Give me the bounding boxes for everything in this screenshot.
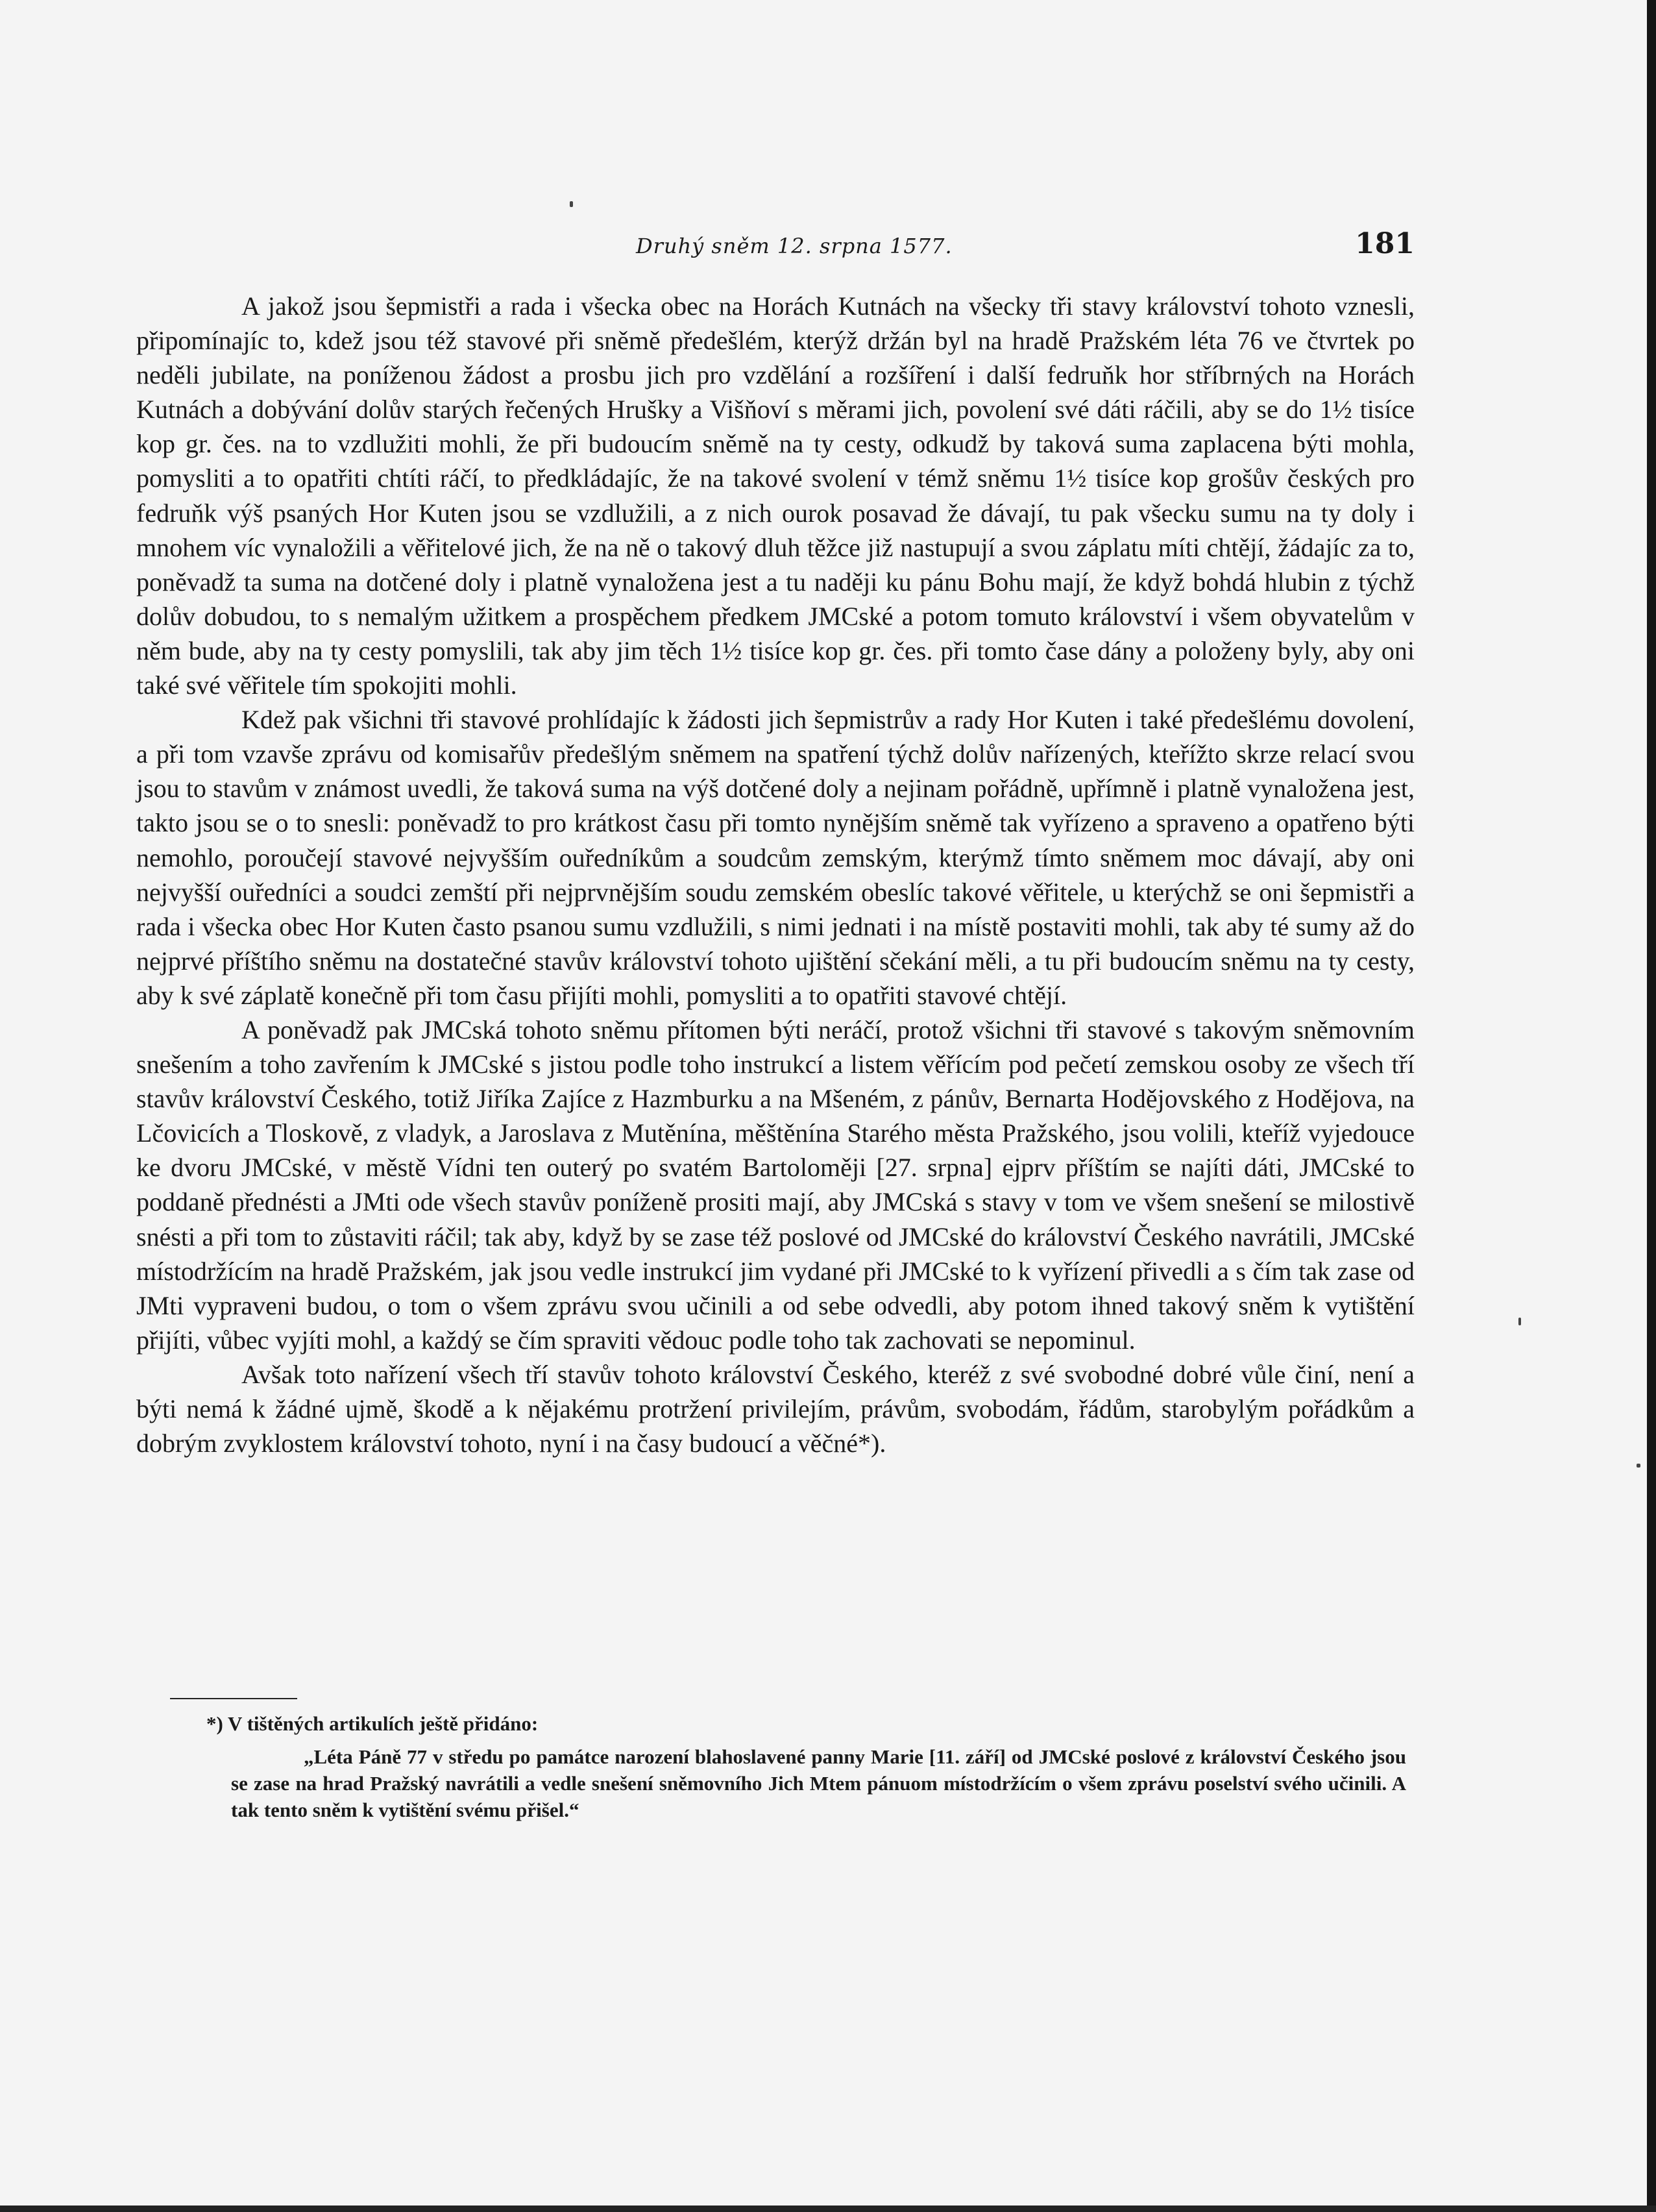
page-number: 181 — [1355, 227, 1415, 260]
scan-edge-right — [1647, 0, 1656, 2212]
paragraph: A poněvadž pak JMCská tohoto sněmu přítomen býti neráčí, protož všichni tři stavové s takovým sněmovním snešením a toho zavřením k JMCské s jistou podle toho instrukcí a listem věřícím pod pečetí zemskou osoby ze všech tří stavův království Českého, totiž Jiříka Zajíce z Hazmburku a na Mšeném, z pánův, Bernarta Hodějovského z Hodějova, na Lčovicích a Tloskově, z vladyk, a Jaroslava z Mutěnína, měštěnína Starého města Pražského, jsou volili, kteříž vyjedouce ke dvoru JMCské, v městě Vídni ten outerý po svatém Bartoloměji [27. srpna] ejprv příštím se najíti dáti, JMCské to poddaně přednésti a JMti ode všech stavův poníženě prositi mají, aby JMCská s stavy v tom ve všem snešení se milostivě snésti a při tom to zůstaviti ráčil; tak aby, když by se zase též poslové od JMCské do království Českého navrátili, JMCské místodržícím na hradě Pražském, jak jsou vedle instrukcí jim vydané při JMCské to k vyřízení přivedli a s čím tak zase od JMti vypraveni budou, o tom o všem zprávu svou učinili a od sebe odvedli, aby potom ihned takový sněm k vytištění přijíti, vůbec vyjíti mohl, a každý se čím spraviti vědouc podle toho tak zachovati se nepominul. — [136, 1014, 1415, 1355]
footnote-separator — [170, 1698, 297, 1699]
paragraph: Avšak toto nařízení všech tří stavův tohoto království Českého, kteréž z své svobodné dobré vůle činí, není a býti nemá k žádné ujmě, škodě a k nějakému protržení privilejím, právům, svobodám, řádům, starobylým pořádkům a dobrým zvyklostem království tohoto, nyní i na časy budoucí a věčné*). — [136, 1359, 1415, 1458]
scan-speck — [1637, 1464, 1640, 1468]
page-header — [136, 227, 1415, 266]
paragraph: Kdež pak všichni tři stavové prohlídajíc k žádosti jich šepmistrův a rady Hor Kuten i také předešlému dovolení, a při tom vzavše zprávu od komisařův předešlým sněmem na spatření týchž dolův nařízených, kteřížto skrze relací svou jsou to stavům v známost uvedli, že taková suma na výš dotčené doly a nejinam pořádně, upřímně i platně vynaložena jest, takto jsou se o to snesli: poněvadž to pro krátkost času při tomto nynějším sněmě tak vyřízeno a spraveno a opatřeno býti nemohlo, poroučejí stavové nejvyšším ouředníkům a soudcům zemským, kterýmž tímto sněmem moc dávají, aby oni nejvyšší ouředníci a soudci zemští při nejprvnějším soudu zemském obeslíc takové věřitele, u kterýchž se oni šepmistři a rada i všecka obec Hor Kuten často psanou sumu vzdlužili, s nimi jednati i na místě postaviti mohli, tak aby té sumy až do nejprvé příštího sněmu na dostatečné stavův království tohoto ujištění sčekání měli, a tu při budoucím sněmu na ty cesty, aby k své záplatě konečně při tom času přijíti mohli, pomysliti a to opatřiti stavové chtějí. — [136, 705, 1415, 1010]
footnote-quote: „Léta Páně 77 v středu po památce narození blahoslavené panny Marie [11. září] od JMCské poslové z království Českého jsou se zase na hrad Pražský navrátili a vedle snešení sněmovního Jich Mtem pánuom místodržícím o všem zprávu poselství svého učinili. A tak tento sněm k vytištění svému přišel.“ — [231, 1745, 1406, 1821]
scan-speck — [570, 201, 573, 207]
main-text — [136, 289, 1415, 1460]
footnote-intro: *) V tištěných artikulích ještě přidáno: — [206, 1712, 539, 1735]
running-title: Druhý sněm 12. srpna 1577. — [636, 234, 953, 258]
scan-edge-bottom — [0, 2206, 1656, 2212]
paragraph: A jakož jsou šepmistři a rada i všecka obec na Horách Kutnách na všecky tři stavy království tohoto vznesli, připomínajíc to, kdež jsou též stavové při sněmě předešlém, kterýž držán byl na hradě Pražském léta 76 ve čtvrtek po neděli jubilate, na poníženou žádost a prosbu jich pro vzdělání a rozšíření i další fedruňk hor stříbrných na Horách Kutnách a dobývání dolův starých řečených Hrušky a Višňoví s měrami jich, povolení své dáti ráčili, aby se do 1½ tisíce kop gr. čes. na to vzdlužiti mohli, že při budoucím sněmě na ty cesty, odkudž by taková suma zaplacena býti mohla, pomysliti a to opatřiti chtíti ráčí, to předkládajíc, že na takové svolení v témž sněmu 1½ tisíce kop grošův českých pro fedruňk výš psaných Hor Kuten jsou se vzdlužili, a z nich ourok posavad že dávají, tu pak všecku sumu na ty doly i mnohem víc vynaložili a věřitelové jich, že na ně o takový dluh těžce již nastupují a svou záplatu míti chtějí, žádajíc za to, poněvadž ta suma na dotčené doly i platně vynaložena jest a tu naději ku pánu Bohu mají, že když bohdá hlubin z týchž dolův dobudou, to s nemalým užitkem a prospěchem předkem JMCské a potom tomuto království i všem obyvatelům v něm bude, aby na ty cesty pomyslili, tak aby jim těch 1½ tisíce kop gr. čes. při tomto čase dány a položeny byly, aby oni také své věřitele tím spokojiti mohli. — [136, 291, 1415, 700]
scan-speck — [1518, 1318, 1521, 1325]
footnote — [206, 1710, 1406, 1823]
